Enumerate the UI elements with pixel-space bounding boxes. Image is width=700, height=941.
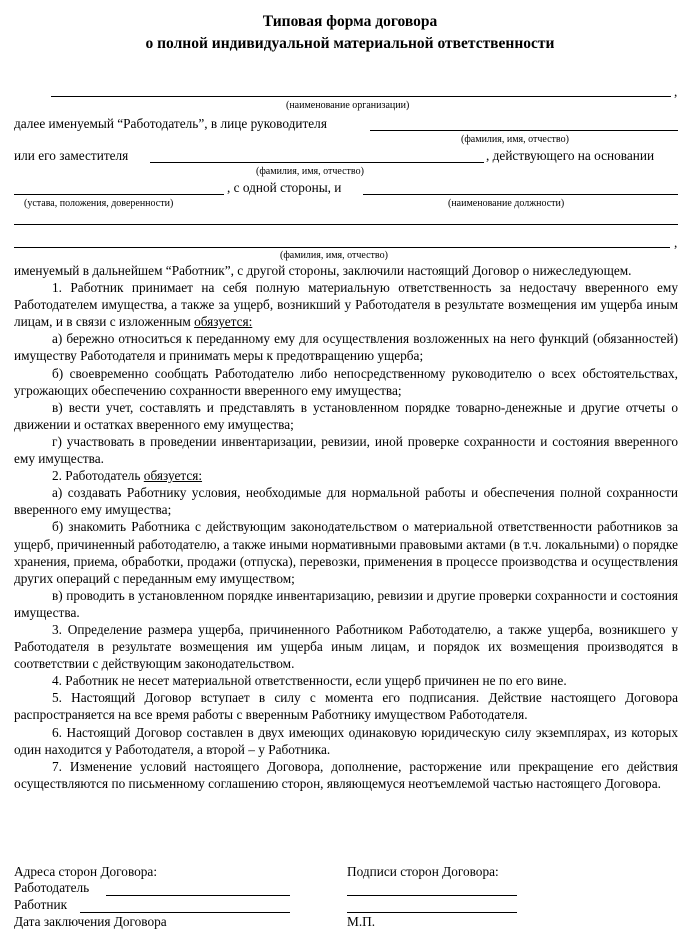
employee-address-field[interactable] bbox=[80, 912, 290, 913]
document-subtitle: о полной индивидуальной материальной ответственности bbox=[145, 35, 555, 52]
addresses-label: Адреса сторон Договора: bbox=[14, 864, 158, 879]
employee-signature-field[interactable] bbox=[347, 912, 517, 913]
contract-date-label: Дата заключения Договора bbox=[14, 914, 167, 929]
employer-address-field[interactable] bbox=[106, 895, 290, 896]
clause-1a: а) бережно относиться к переданному ему для осуществления возложенных на него функций (обязанностей) имуществу Работодателя и принимать меры к предотвращению ущерба; bbox=[14, 331, 678, 364]
clause-1-obligates: обязуется: bbox=[194, 314, 253, 330]
employer-intro-text: далее именуемый “Работодатель”, в лице руководителя bbox=[14, 116, 327, 131]
clause-4: 4. Работник не несет материальной ответственности, если ущерб причинен не по его вине. bbox=[52, 673, 567, 689]
hint-basis: (устава, положения, доверенности) bbox=[24, 198, 174, 209]
acting-basis-text: , действующего на основании bbox=[486, 148, 655, 163]
clause-7: 7. Изменение условий настоящего Договора, дополнение, расторжение или прекращение его действия осуществляются по письменному соглашению сторон, являющемуся неотъемлемой частью настоящего Договора. bbox=[14, 758, 678, 791]
clause-2c: в) проводить в установленном порядке инвентаризацию, ревизии и другие проверки сохранности и состояния имущества. bbox=[14, 587, 678, 620]
clause-5: 5. Настоящий Договор вступает в силу с момента его подписания. Действие настоящего Договора распространяется на все время работы с вверенным Работнику имуществом Работодателя. bbox=[14, 690, 678, 723]
hint-fio-3: (фамилия, имя, отчество) bbox=[280, 250, 388, 261]
document-title: Типовая форма договора bbox=[262, 13, 438, 30]
employer-label: Работодатель bbox=[14, 880, 90, 895]
employer-signature-field[interactable] bbox=[347, 895, 517, 896]
clause-2-obligates: обязуется: bbox=[143, 468, 203, 484]
basis-field[interactable] bbox=[14, 194, 224, 195]
comma-2: , bbox=[674, 235, 678, 250]
blank-line-field[interactable] bbox=[14, 224, 678, 225]
clause-2 bbox=[14, 467, 678, 484]
comma-1: , bbox=[674, 84, 678, 99]
employee-name-field[interactable] bbox=[14, 247, 670, 248]
clause-2-text: 2. Работодатель bbox=[52, 468, 144, 484]
contract-body bbox=[14, 262, 678, 792]
hint-fio-2: (фамилия, имя, отчество) bbox=[256, 166, 364, 177]
clause-6: 6. Настоящий Договор составлен в двух имеющих одинаковую юридическую силу экземплярах, из которых один находится у Работодателя, а второй – у Работника. bbox=[14, 724, 678, 757]
clause-2a: а) создавать Работнику условия, необходимые для нормальной работы и обеспечения полной сохранности вверенного ему имущества; bbox=[14, 485, 678, 518]
signatures-label: Подписи сторон Договора: bbox=[347, 864, 499, 879]
clause-1-text: 1. Работник принимает на себя полную материальную ответственность за недостачу вверенного ему Работодателем имущества, а также за ущерб, возникший у Работодателя в результате возмещения им ущерба иным лицам, и в связи с изложенным bbox=[14, 280, 678, 330]
position-field[interactable] bbox=[363, 194, 678, 195]
intro-paragraph: именуемый в дальнейшем “Работник”, с другой стороны, заключили настоящий Договор о нижеследующем. bbox=[14, 263, 632, 278]
clause-1b: б) своевременно сообщать Работодателю либо непосредственному руководителю о всех обстоятельствах, угрожающих обеспечению сохранности вверенного ему имущества; bbox=[14, 365, 678, 398]
clause-2b: б) знакомить Работника с действующим законодательством о материальной ответственности работников за ущерб, причиненный работодателю, а также иными нормативными правовыми актами (в т.ч. локальными) о порядке хранения, приема, обработки, продажи (отпуска), перевозки, применения в процессе производства и осуществления других операций с переданным ему имуществом; bbox=[14, 519, 678, 586]
clause-3: 3. Определение размера ущерба, причиненного Работником Работодателю, а также ущерба, возникшего у Работодателя в результате возмещения им ущерба иным лицам, и порядок их возмещения производятся в соответствии с действующим законодательством. bbox=[14, 621, 678, 672]
clause-1c: в) вести учет, составлять и представлять в установленном порядке товарно-денежные и другие отчеты о движении и остатках вверенного ему имущества; bbox=[14, 399, 678, 432]
deputy-name-field[interactable] bbox=[150, 162, 484, 163]
one-side-text: , с одной стороны, и bbox=[227, 180, 342, 195]
or-deputy-text: или его заместителя bbox=[14, 148, 129, 163]
hint-position: (наименование должности) bbox=[448, 198, 565, 209]
employee-label: Работник bbox=[14, 897, 68, 912]
director-name-field[interactable] bbox=[370, 130, 678, 131]
seal-label: М.П. bbox=[347, 914, 376, 929]
clause-1d: г) участвовать в проведении инвентаризации, ревизии, иной проверке сохранности и состояния вверенного ему имущества. bbox=[14, 433, 678, 467]
organization-name-field[interactable] bbox=[51, 96, 671, 97]
clause-1 bbox=[14, 279, 678, 330]
hint-fio-1: (фамилия, имя, отчество) bbox=[461, 134, 569, 145]
hint-organization: (наименование организации) bbox=[286, 100, 410, 111]
